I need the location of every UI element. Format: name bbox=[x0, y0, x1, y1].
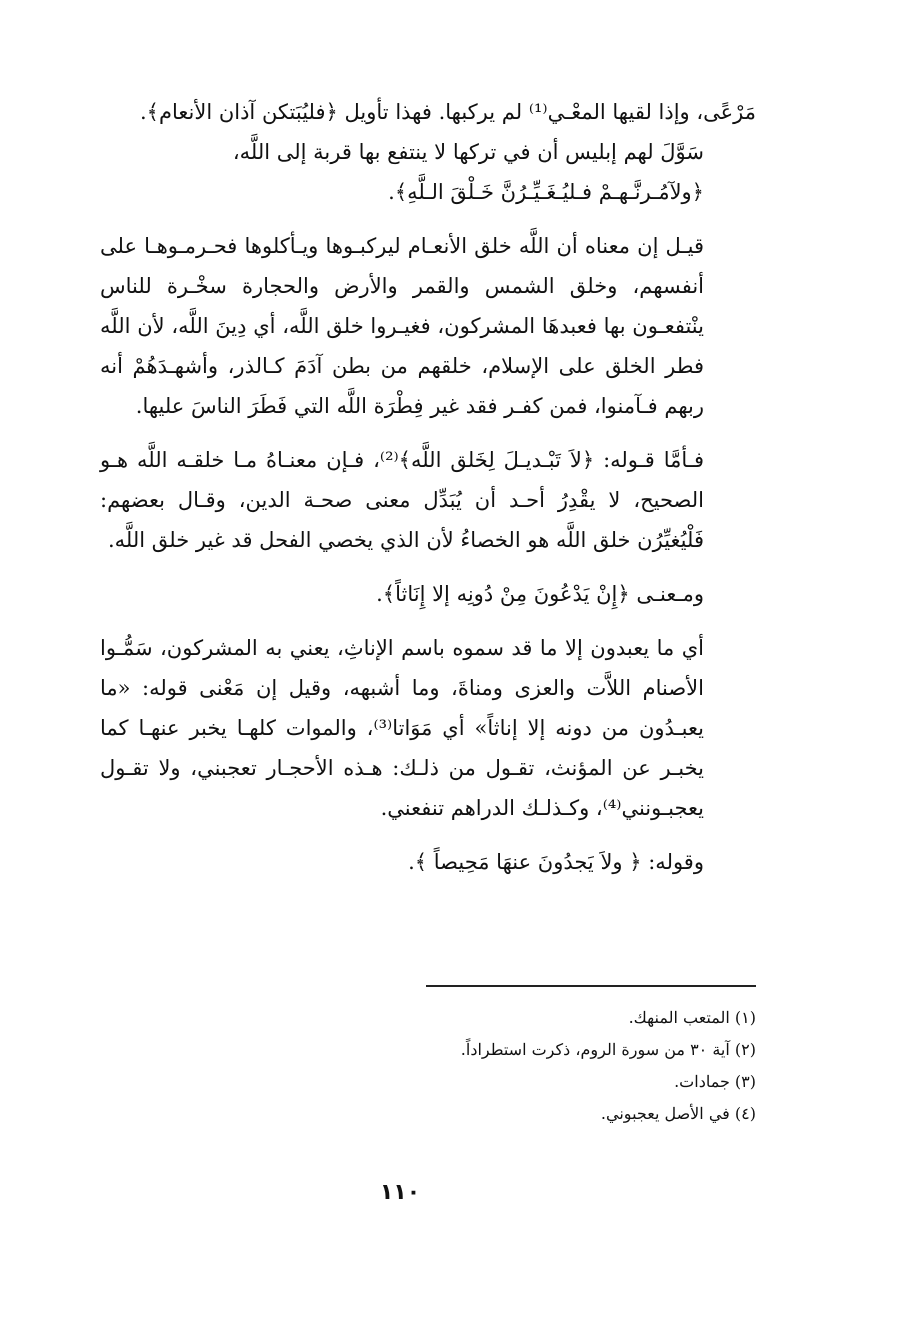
footnote-4: (٤) في الأصل يعجبوني. bbox=[600, 1104, 756, 1123]
paragraph-mahisa: وقوله: ﴿ ولاَ يَجدُونَ عنهَا مَحِيصاً ﴾. bbox=[408, 850, 704, 874]
footnote-3: (٣) جمادات. bbox=[674, 1072, 756, 1091]
paragraph-continuation: مَرْعًى، وإذا لقيها المعْـي⁽¹⁾ لم يركبها. فهذا تأويل ﴿فليُبَتكن آذان الأنعام﴾. bbox=[139, 100, 756, 124]
main-text bbox=[100, 92, 756, 882]
paragraph-la-tabdil: فـأمَّا قـوله: ﴿لاَ تَبْـديـلَ لِخَلق اللَّه﴾⁽²⁾، فـإن معنـاهُ مـا خلقـه اللَّه هـو الصحيح، لا يقْدِرُ أحـد أن يُبَدِّل معنى صحـة الدين، وقـال بعضهم: فَلْيُغيِّرُن خلق اللَّه هو الخصاءُ لأن الذي يخصي الفحل قد غير خلق اللَّه. bbox=[100, 448, 705, 552]
paragraph-explanation: قيـل إن معناه أن اللَّه خلق الأنعـام ليركبـوها ويـأكلوها فحـرمـوهـا على أنفسهم، وخلق الشمس والقمر والأرض والحجارة سخْـرة للناس ينْتفعـون بها فعبدهَا المشركون، فغيـروا خلق اللَّه، أي دِينَ اللَّه، لأن اللَّه فطر الخلق على الإسلام، خلقهم من بطن آدَمَ كـالذر، وأشهـدَهُمْ أنه ربهم فـآمنوا، فمن كفـر فقد غير فِطْرَة اللَّه التي فَطَرَ الناسَ عليها. bbox=[100, 234, 704, 418]
paragraph-inath: أي ما يعبدون إلا ما قد سموه باسم الإناثِ، يعني به المشركون، سَمُّـوا الأصنام اللاَّت والعزى ومناةَ، وما أشبهه، وقيل إن مَعْنى قوله: «ما يعبـدُون من دونه إلا إناثاً» أي مَوَاتا⁽³⁾، والموات كلهـا يخبر عنهـا كما يخبـر عن المؤنث، تقـول من ذلـك: هـذه الأحجـار تعجبني، ولا تقـول يعجبـونني⁽⁴⁾، وكـذلـك الدراهم تنفعني. bbox=[100, 636, 704, 820]
footnote-1: (١) المتعب المنهك. bbox=[628, 1008, 756, 1027]
footnote-2: (٢) آية ٣٠ من سورة الروم، ذكرت استطراداً. bbox=[460, 1040, 756, 1059]
paragraph-sawwala: سَوَّلَ لهم إبليس أن في تركها لا ينتفع بها قربة إلى اللَّه، bbox=[232, 140, 704, 164]
paragraph-in-yadun: ومـعنـى ﴿إِنْ يَدْعُونَ مِنْ دُونِه إلا إِنَاثاً﴾. bbox=[376, 582, 704, 606]
quran-quote-line: ﴿ولآمُـرنَّـهـمْ فـليُـغَـيِّـرُنَّ خَـلْقَ الـلَّهِ﴾. bbox=[388, 180, 704, 204]
footnotes bbox=[300, 1002, 756, 1130]
page-number: ١١٠ bbox=[379, 1180, 421, 1205]
footnote-divider bbox=[426, 985, 756, 987]
